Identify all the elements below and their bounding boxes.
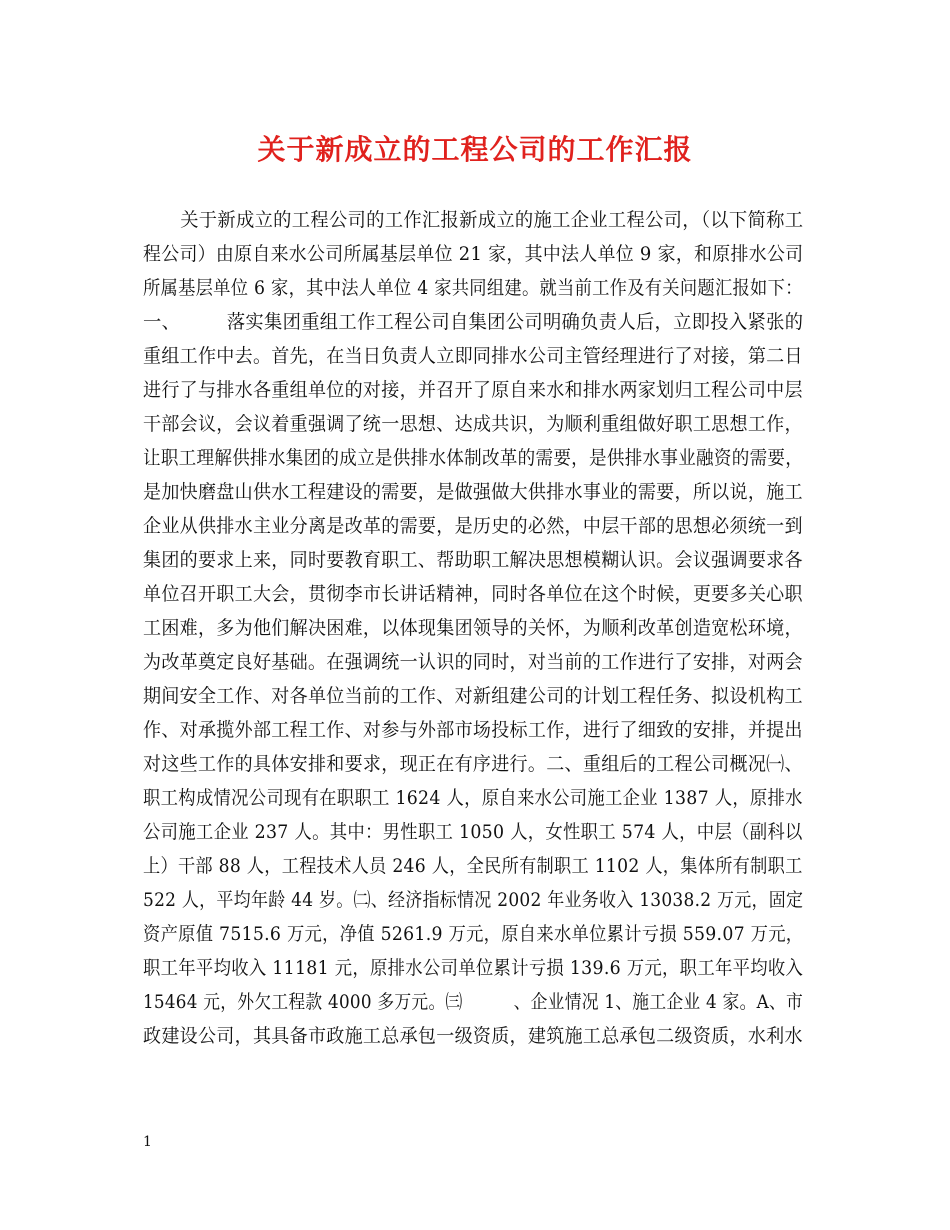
- body-line-11: 集团的要求上来，同时要教育职工、帮助职工解决思想模糊认识。会议强调要求各: [143, 549, 803, 571]
- body-line-2: 程公司）由原自来水公司所属基层单位 21 家，其中法人单位 9 家，和原排水公司: [143, 243, 804, 265]
- body-line-5: 重组工作中去。首先，在当日负责人立即同排水公司主管经理进行了对接，第二日: [143, 345, 803, 367]
- body-line-17: 对这些工作的具体安排和要求，现正在有序进行。二、重组后的工程公司概况㈠、: [143, 753, 803, 775]
- body-line-13: 工困难，多为他们解决困难，以体现集团领导的关怀，为顺利改革创造宽松环境，: [143, 617, 803, 639]
- body-line-8: 让职工理解供排水集团的成立是供排水体制改革的需要，是供排水事业融资的需要，: [143, 447, 804, 469]
- body-line-9: 是加快磨盘山供水工程建设的需要，是做强做大供排水事业的需要，所以说，施工: [143, 481, 803, 503]
- body-line-15: 期间安全工作、对各单位当前的工作、对新组建公司的计划工程任务、拟设机构工: [143, 685, 803, 707]
- body-line-16: 作、对承揽外部工程工作、对参与外部市场投标工作，进行了细致的安排，并提出: [143, 719, 803, 741]
- body-line-7: 干部会议，会议着重强调了统一思想、达成共识，为顺利重组做好职工思想工作，: [143, 413, 803, 435]
- body-line-4: 一、 落实集团重组工作工程公司自集团公司明确负责人后，立即投入紧张的: [143, 311, 804, 333]
- body-line-14: 为改革奠定良好基础。在强调统一认识的同时，对当前的工作进行了安排，对两会: [143, 651, 803, 673]
- body-line-24: 15464 元，外欠工程款 4000 多万元。㈢ 、企业情况 1、施工企业 4 家。A、市: [143, 991, 804, 1013]
- body-line-22: 资产原值 7515.6 万元，净值 5261.9 万元，原自来水单位累计亏损 559.07 万元，: [143, 923, 804, 945]
- body-line-21: 522 人，平均年龄 44 岁。㈡、经济指标情况 2002 年业务收入 13038.2 万元，固定: [143, 889, 804, 911]
- body-line-1: 关于新成立的工程公司的工作汇报新成立的施工企业工程公司，（以下简称工: [143, 209, 804, 231]
- body-line-18: 职工构成情况公司现有在职职工 1624 人，原自来水公司施工企业 1387 人，原排水: [143, 787, 803, 809]
- body-line-12: 单位召开职工大会，贯彻李市长讲话精神，同时各单位在这个时候，更要多关心职: [143, 583, 803, 605]
- page-number: 1: [143, 1134, 152, 1150]
- body-line-23: 职工年平均收入 11181 元，原排水公司单位累计亏损 139.6 万元，职工年平均收入: [143, 957, 804, 979]
- body-line-25: 政建设公司，其具备市政施工总承包一级资质，建筑施工总承包二级资质，水利水: [143, 1025, 803, 1047]
- body-line-10: 企业从供排水主业分离是改革的需要，是历史的必然，中层干部的思想必须统一到: [143, 515, 803, 537]
- body-line-20: 上）干部 88 人，工程技术人员 246 人，全民所有制职工 1102 人，集体所有制职工: [143, 855, 803, 877]
- document-title: 关于新成立的工程公司的工作汇报: [257, 133, 693, 166]
- body-line-3: 所属基层单位 6 家，其中法人单位 4 家共同组建。就当前工作及有关问题汇报如下：: [143, 277, 803, 299]
- body-line-6: 进行了与排水各重组单位的对接，并召开了原自来水和排水两家划归工程公司中层: [143, 379, 803, 401]
- body-line-19: 公司施工企业 237 人。其中：男性职工 1050 人，女性职工 574 人，中层（副科以: [143, 821, 803, 843]
